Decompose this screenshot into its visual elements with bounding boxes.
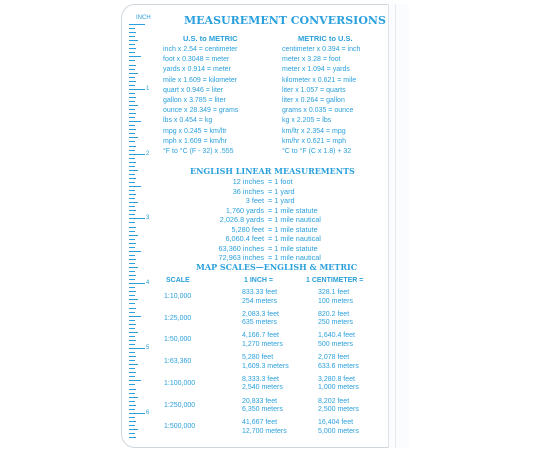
ruler-tick bbox=[129, 28, 135, 29]
ruler-tick bbox=[129, 48, 136, 49]
cm-meters-value: 5,000 meters bbox=[318, 427, 359, 435]
ruler-tick bbox=[129, 231, 135, 232]
metric-to-us-row: centimeter x 0.394 = inch bbox=[282, 46, 361, 53]
ruler-tick bbox=[129, 316, 141, 317]
linear-equivalent: = 1 foot bbox=[268, 177, 293, 186]
english-linear-row bbox=[154, 177, 293, 186]
ruler-tick bbox=[129, 433, 135, 434]
ruler-tick bbox=[129, 77, 135, 78]
us-to-metric-row: foot x 0.3048 = meter bbox=[163, 56, 230, 64]
metric-to-us-row: kilometer x 0.621 = mile bbox=[282, 76, 357, 84]
ruler-tick bbox=[129, 364, 138, 365]
ruler-tick bbox=[129, 393, 135, 394]
ruler-tick bbox=[129, 162, 136, 163]
cm-feet-value: 16,404 feet bbox=[318, 419, 354, 427]
ruler-tick bbox=[129, 356, 136, 357]
ruler-tick bbox=[129, 198, 135, 199]
english-linear-row bbox=[154, 196, 295, 205]
ruler-tick bbox=[129, 182, 135, 183]
ruler-tick bbox=[129, 372, 136, 373]
ruler-tick bbox=[129, 247, 135, 248]
ruler-tick bbox=[129, 389, 136, 390]
ruler-tick bbox=[129, 409, 135, 410]
metric-to-us-row: meter x 1.094 = yards bbox=[282, 66, 350, 74]
metric-to-us-row: liter x 1.057 = quarts bbox=[282, 86, 346, 94]
ruler-tick bbox=[129, 299, 138, 300]
ruler-tick bbox=[129, 65, 136, 66]
ruler-tick bbox=[129, 190, 135, 191]
ruler-tick bbox=[129, 85, 135, 86]
ruler-tick bbox=[129, 109, 135, 110]
cm-feet-value: 8,202 feet bbox=[318, 397, 350, 405]
ruler-tick bbox=[129, 170, 138, 171]
ruler-tick bbox=[129, 210, 136, 211]
ruler-tick bbox=[129, 251, 141, 252]
ruler-tick bbox=[129, 332, 138, 333]
inch-meters-value: 1,609.3 meters bbox=[242, 362, 289, 370]
ruler-tick bbox=[129, 36, 135, 37]
inch-feet-value: 41,667 feet bbox=[242, 419, 278, 427]
linear-equivalent: = 1 yard bbox=[268, 196, 295, 205]
ruler-tick bbox=[129, 32, 136, 33]
ruler-tick bbox=[129, 218, 145, 219]
ruler-tick bbox=[129, 166, 135, 167]
ruler-tick bbox=[129, 174, 135, 175]
ruler-tick bbox=[129, 397, 138, 398]
inch-meters-value: 635 meters bbox=[242, 319, 278, 327]
ruler-tick bbox=[129, 194, 136, 195]
ruler-tick bbox=[129, 303, 135, 304]
ruler-tick bbox=[129, 93, 135, 94]
metric-to-us-row: grams x 0.035 = ounce bbox=[282, 107, 354, 115]
card-spine bbox=[388, 4, 409, 448]
cm-meters-value: 2,500 meters bbox=[318, 406, 359, 413]
english-linear-row bbox=[154, 234, 321, 243]
linear-value: 5,280 feet bbox=[231, 224, 264, 234]
ruler-tick bbox=[129, 24, 145, 25]
ruler-tick bbox=[129, 376, 135, 377]
inch-column-header: 1 INCH = bbox=[244, 277, 273, 284]
ruler-tick bbox=[129, 121, 141, 122]
english-linear-row bbox=[154, 225, 318, 234]
english-linear-row bbox=[154, 206, 318, 215]
ruler-tick bbox=[129, 60, 135, 61]
ruler-tick bbox=[129, 425, 135, 426]
english-linear-row bbox=[154, 215, 321, 224]
ruler-tick bbox=[129, 417, 135, 418]
ruler-tick bbox=[129, 141, 135, 142]
cm-meters-value: 250 meters bbox=[318, 319, 354, 327]
inch-meters-value: 6,350 meters bbox=[242, 406, 283, 413]
ruler-tick bbox=[129, 413, 145, 414]
ruler-tick bbox=[129, 287, 135, 288]
ruler-tick bbox=[129, 117, 135, 118]
linear-equivalent: = 1 mile statute bbox=[268, 205, 318, 215]
cm-feet-value: 1,640.4 feet bbox=[318, 332, 355, 340]
ruler-tick bbox=[129, 97, 136, 98]
ruler-tick bbox=[129, 340, 136, 341]
us-to-metric-row: yards x 0.914 = meter bbox=[163, 66, 231, 74]
map-scales-heading: MAP SCALES—ENGLISH & METRIC bbox=[196, 262, 358, 272]
map-scale-value: 1:250,000 bbox=[164, 401, 196, 409]
ruler-tick bbox=[129, 320, 135, 321]
metric-to-us-row: meter x 3.28 = foot bbox=[282, 56, 341, 64]
linear-equivalent: = 1 mile nautical bbox=[268, 234, 321, 243]
ruler-tick bbox=[129, 295, 135, 296]
ruler-tick bbox=[129, 405, 136, 406]
cm-feet-value: 328.1 feet bbox=[318, 289, 350, 296]
metric-to-us-row: km/hr x 0.621 = mph bbox=[282, 137, 347, 145]
inch-feet-value: 2,083.3 feet bbox=[242, 310, 279, 318]
ruler-tick bbox=[129, 154, 145, 155]
ruler-tick bbox=[129, 336, 135, 337]
metric-to-us-heading: METRIC to U.S. bbox=[298, 34, 353, 43]
inch-meters-value: 12,700 meters bbox=[242, 427, 287, 435]
linear-equivalent: = 1 mile statute bbox=[268, 243, 318, 253]
ruler-tick bbox=[129, 81, 136, 82]
ruler-tick bbox=[129, 40, 138, 41]
ruler-tick bbox=[129, 150, 135, 151]
ruler-tick bbox=[129, 202, 138, 203]
ruler-number: 3 bbox=[146, 215, 150, 222]
ruler-number: 2 bbox=[146, 150, 150, 157]
ruler-number: 6 bbox=[146, 409, 150, 416]
us-to-metric-row: mpg x 0.245 = km/ltr bbox=[163, 127, 227, 135]
ruler-tick bbox=[129, 308, 136, 309]
cm-meters-value: 1,000 meters bbox=[318, 384, 359, 392]
ruler-tick bbox=[129, 206, 135, 207]
ruler-tick bbox=[129, 259, 136, 260]
ruler-tick bbox=[129, 56, 141, 57]
inch-feet-value: 833.33 feet bbox=[242, 289, 278, 296]
map-scale-value: 1:63,360 bbox=[164, 358, 192, 366]
metric-to-us-row: kg x 2.205 = lbs bbox=[282, 117, 332, 125]
ruler-number: 4 bbox=[146, 280, 150, 287]
ruler-tick bbox=[129, 279, 135, 280]
linear-value: 63,360 inches bbox=[218, 243, 264, 253]
cm-feet-value: 2,078 feet bbox=[318, 354, 350, 362]
cm-meters-value: 100 meters bbox=[318, 297, 354, 305]
ruler-number: 5 bbox=[146, 345, 150, 351]
ruler-tick bbox=[129, 52, 135, 53]
cm-feet-value: 820.2 feet bbox=[318, 310, 350, 318]
cm-meters-value: 633.6 meters bbox=[318, 362, 359, 370]
linear-value: 3 feet bbox=[245, 196, 264, 205]
inch-meters-value: 2,540 meters bbox=[242, 384, 283, 392]
ruler-tick bbox=[129, 421, 136, 422]
ruler-tick bbox=[129, 360, 135, 361]
ruler-tick bbox=[129, 263, 135, 264]
ruler-tick bbox=[129, 214, 135, 215]
ruler-tick bbox=[129, 368, 135, 369]
ruler-tick bbox=[129, 384, 135, 385]
ruler-tick bbox=[129, 186, 141, 187]
map-scale-value: 1:100,000 bbox=[164, 379, 196, 387]
ruler-tick bbox=[129, 44, 135, 45]
ruler-tick bbox=[129, 243, 136, 244]
us-to-metric-row: mile x 1.609 = kilometer bbox=[163, 76, 238, 84]
inch-feet-value: 4,166.7 feet bbox=[242, 332, 279, 340]
map-scale-value: 1:50,000 bbox=[164, 336, 192, 344]
ruler-tick bbox=[129, 352, 135, 353]
linear-equivalent: = 1 mile statute bbox=[268, 224, 318, 234]
inch-feet-value: 8,333.3 feet bbox=[242, 375, 279, 383]
ruler-tick bbox=[129, 348, 145, 349]
ruler-tick bbox=[129, 69, 135, 70]
ruler-tick bbox=[129, 178, 136, 179]
ruler-tick bbox=[129, 291, 136, 292]
map-scale-value: 1:10,000 bbox=[164, 293, 192, 300]
english-linear-row bbox=[154, 253, 321, 262]
ruler-tick bbox=[129, 235, 138, 236]
ruler-tick bbox=[129, 429, 138, 430]
linear-equivalent: = 1 mile nautical bbox=[268, 215, 321, 224]
ruler-tick bbox=[129, 324, 136, 325]
us-to-metric-row: ounce x 28.349 = grams bbox=[163, 107, 239, 115]
ruler-tick bbox=[129, 380, 141, 381]
ruler-tick bbox=[129, 437, 136, 438]
linear-value: 72,963 inches bbox=[218, 253, 264, 262]
inch-feet-value: 20,833 feet bbox=[242, 397, 278, 405]
ruler-tick bbox=[129, 101, 135, 102]
ruler-tick bbox=[129, 328, 135, 329]
inch-meters-value: 254 meters bbox=[242, 297, 278, 305]
english-linear-row bbox=[154, 244, 318, 253]
ruler-tick bbox=[129, 267, 138, 268]
ruler-tick bbox=[129, 222, 135, 223]
us-to-metric-row: °F to °C (F - 32) x .555 bbox=[163, 148, 234, 155]
ruler-tick bbox=[129, 73, 138, 74]
linear-value: 2,026.8 yards bbox=[219, 215, 264, 224]
linear-value: 6,060.4 feet bbox=[225, 234, 264, 243]
us-to-metric-row: quart x 0.946 = liter bbox=[163, 86, 224, 94]
cm-feet-value: 3,280.8 feet bbox=[318, 375, 355, 383]
linear-value: 36 inches bbox=[232, 186, 264, 196]
metric-to-us-row: liter x 0.264 = gallon bbox=[282, 97, 345, 104]
linear-equivalent: = 1 mile nautical bbox=[268, 253, 321, 262]
linear-value: 12 inches bbox=[232, 177, 264, 186]
scale-column-header: SCALE bbox=[166, 277, 190, 284]
spine-fold-line bbox=[395, 4, 396, 448]
ruler-tick bbox=[129, 137, 138, 138]
ruler-tick bbox=[129, 125, 135, 126]
ruler-tick bbox=[129, 401, 135, 402]
ruler-tick bbox=[129, 255, 135, 256]
us-to-metric-row: gallon x 3.785 = liter bbox=[163, 97, 226, 104]
cm-meters-value: 500 meters bbox=[318, 340, 354, 348]
map-scale-value: 1:500,000 bbox=[164, 423, 196, 431]
ruler-tick bbox=[129, 113, 136, 114]
ruler-tick bbox=[129, 129, 136, 130]
english-linear-row bbox=[154, 187, 295, 196]
ruler-tick bbox=[129, 146, 136, 147]
ruler-tick bbox=[129, 275, 136, 276]
us-to-metric-row: mph x 1.609 = km/hr bbox=[163, 137, 228, 145]
english-linear-heading: ENGLISH LINEAR MEASUREMENTS bbox=[190, 166, 355, 176]
us-to-metric-heading: U.S. to METRIC bbox=[183, 34, 238, 43]
inch-meters-value: 1,270 meters bbox=[242, 340, 283, 348]
page-title: MEASUREMENT CONVERSIONS bbox=[184, 14, 386, 27]
ruler-tick bbox=[129, 271, 135, 272]
map-scale-value: 1:25,000 bbox=[164, 314, 192, 322]
linear-value: 1,760 yards bbox=[225, 205, 264, 215]
ruler-tick bbox=[129, 158, 135, 159]
ruler-tick bbox=[129, 239, 135, 240]
us-to-metric-row: inch x 2.54 = centimeter bbox=[163, 46, 238, 53]
ruler-tick bbox=[129, 344, 135, 345]
centimeter-column-header: 1 CENTIMETER = bbox=[306, 277, 364, 284]
ruler-number: 1 bbox=[146, 85, 150, 92]
ruler-tick bbox=[129, 312, 135, 313]
metric-to-us-row: °C to °F (C x 1.8) + 32 bbox=[282, 148, 352, 155]
linear-equivalent: = 1 yard bbox=[268, 186, 295, 196]
us-to-metric-row: lbs x 0.454 = kg bbox=[163, 117, 213, 125]
inch-feet-value: 5,280 feet bbox=[242, 354, 274, 362]
ruler-tick bbox=[129, 133, 135, 134]
ruler-unit-label: INCH bbox=[136, 15, 151, 21]
ruler-tick bbox=[129, 89, 145, 90]
metric-to-us-row: km/ltr x 2.354 = mpg bbox=[282, 127, 346, 135]
ruler-tick bbox=[129, 283, 145, 284]
ruler-tick bbox=[129, 105, 138, 106]
ruler-tick bbox=[129, 227, 136, 228]
